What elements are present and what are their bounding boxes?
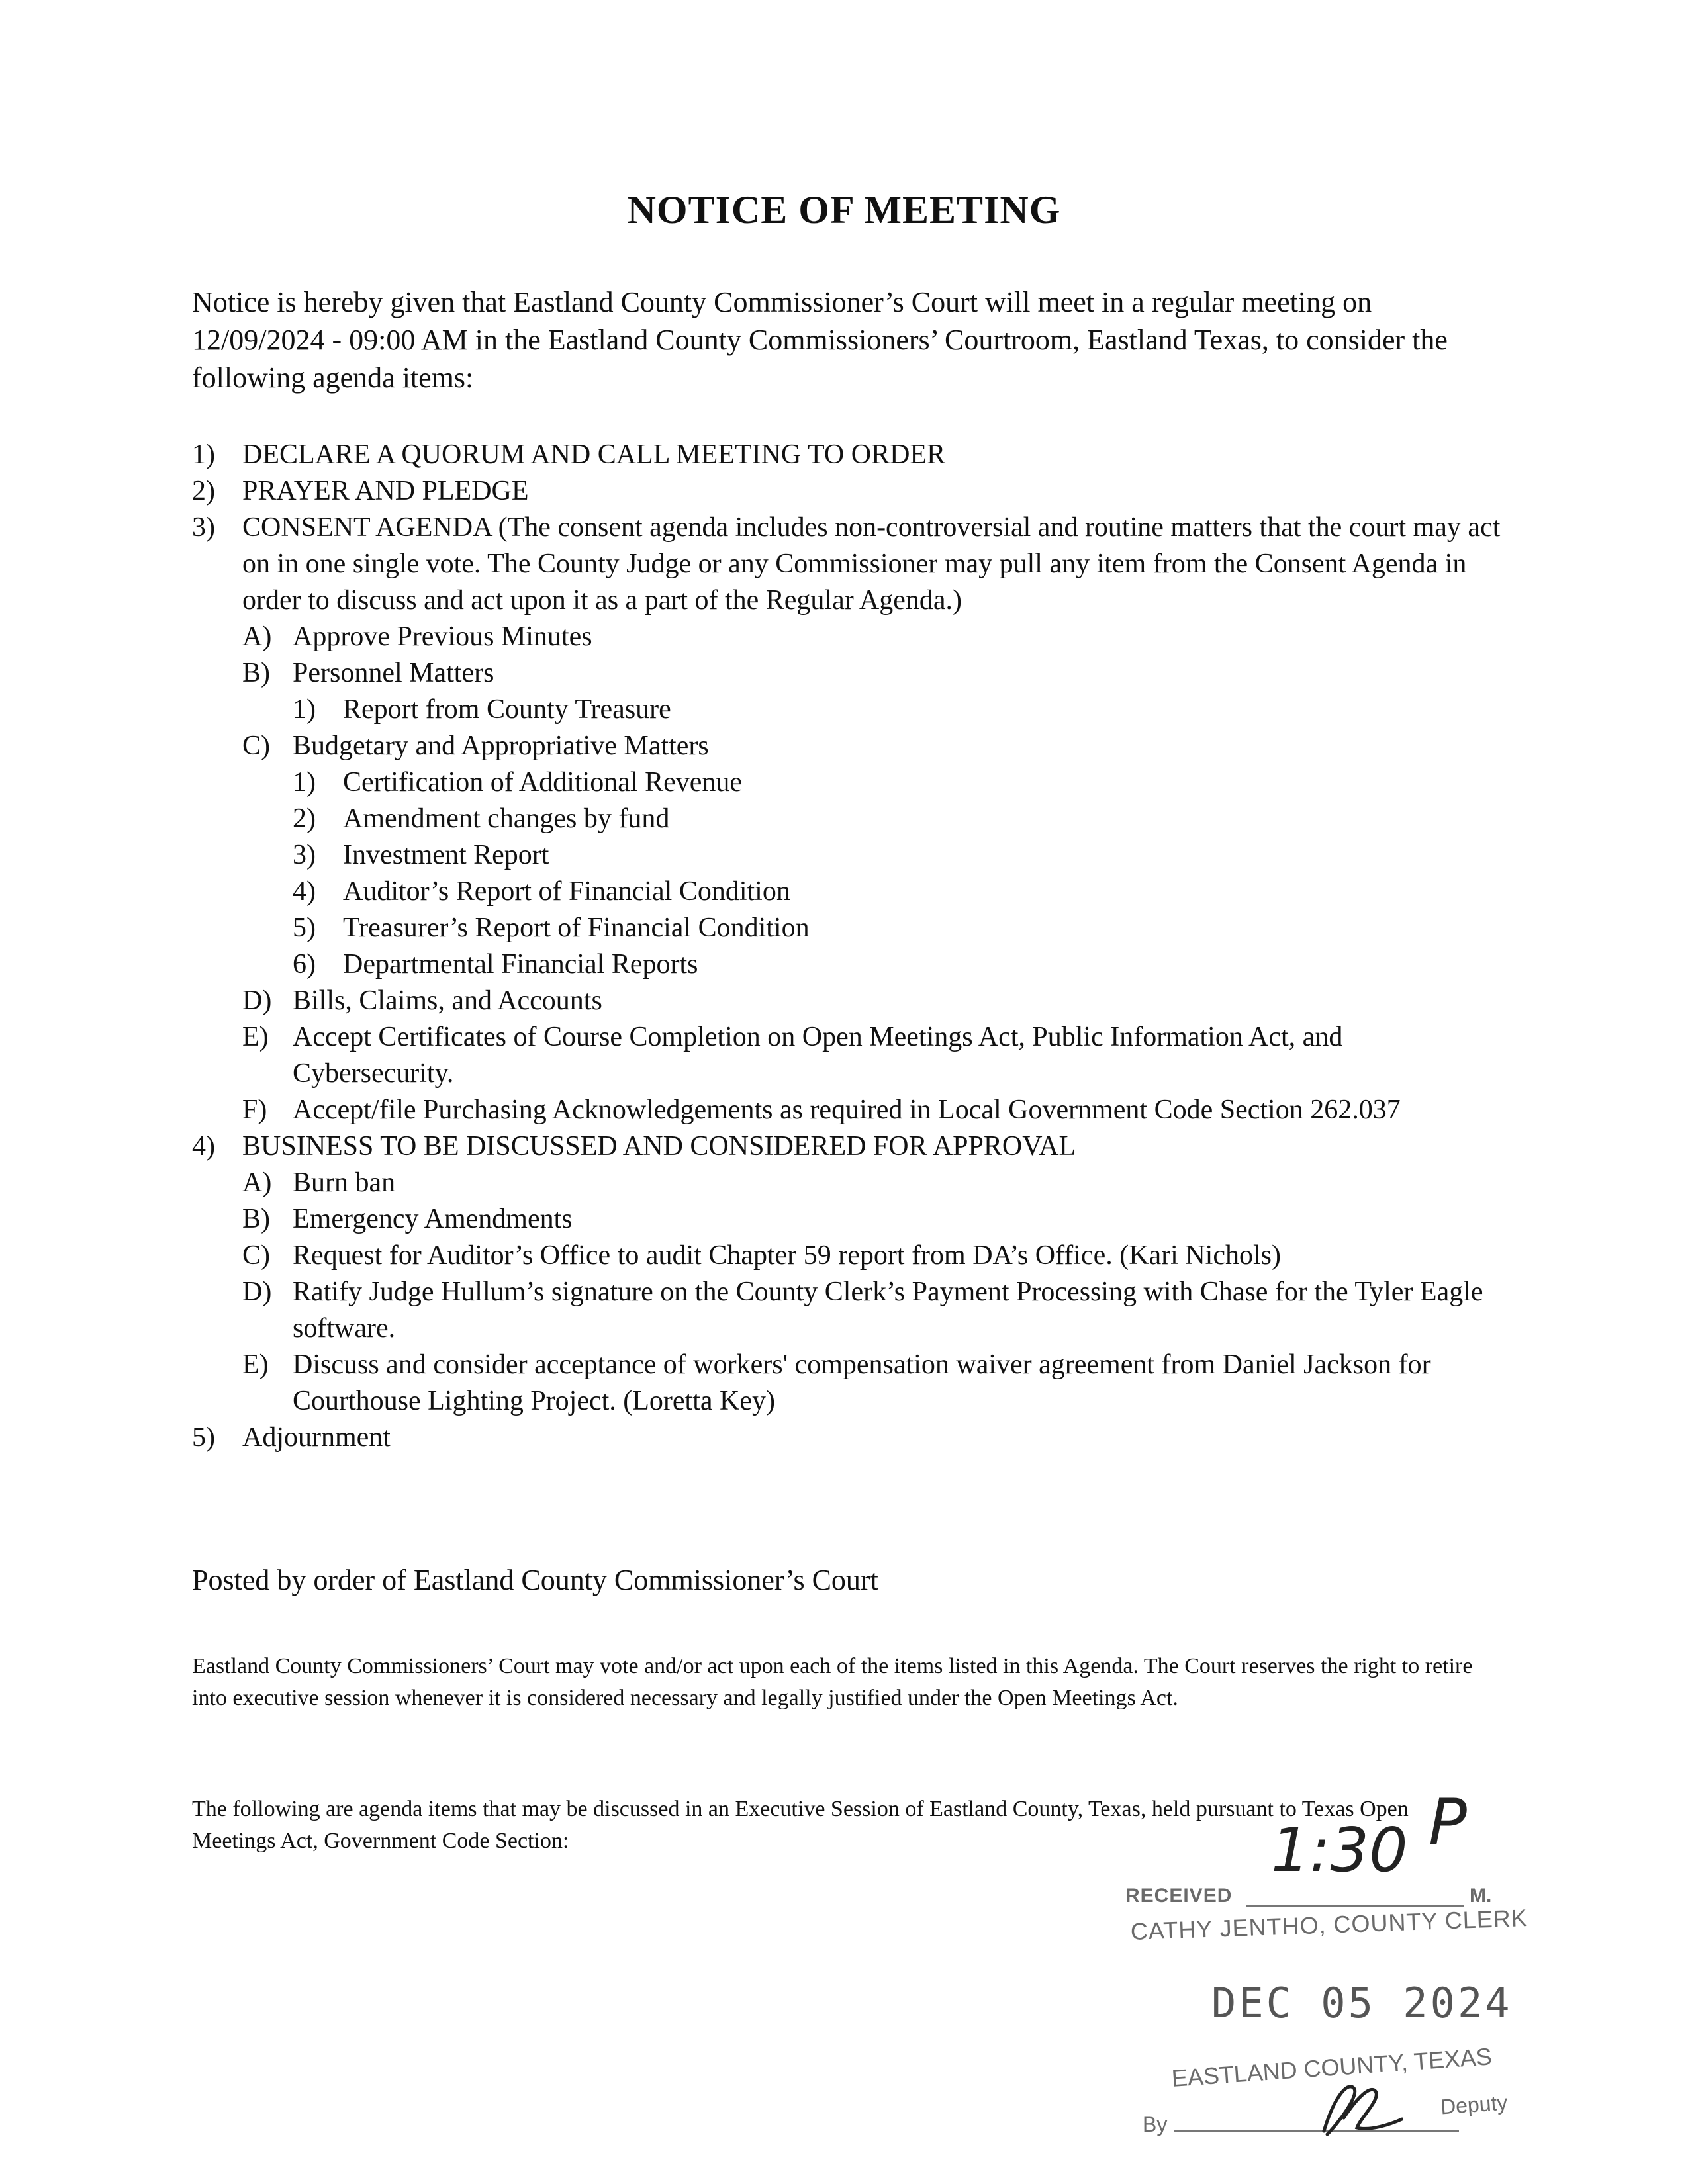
agenda-item-text: Certification of Additional Revenue [343, 767, 743, 797]
agenda-item [242, 1347, 1503, 1420]
agenda-item-number: B) [242, 658, 270, 688]
agenda-item [242, 1274, 1503, 1347]
stamp-ampm-handwritten: P [1429, 1786, 1467, 1860]
agenda-item-number: C) [242, 731, 270, 761]
agenda-item [192, 437, 1503, 473]
agenda-item-text: Amendment changes by fund [343, 803, 670, 834]
executive-session-notice: The following are agenda items that may be discussed in an Executive Session of Eastland County, Texas, held pursuant to Texas Open Meetings Act, Government Code Section: [192, 1797, 1409, 1853]
agenda-item-number: 2) [293, 803, 316, 834]
agenda-item-text: CONSENT AGENDA (The consent agenda includes non-controversial and routine matters that the court may act on in one single vote. The County Judge or any Commissioner may pull any item from the Consent Agenda in order to discuss and act upon it as a part of the Regular Agenda.) [242, 512, 1501, 615]
agenda-item-text: PRAYER AND PLEDGE [242, 476, 529, 506]
stamp-deputy-label: Deputy [1439, 2090, 1509, 2119]
agenda-item [293, 910, 1503, 946]
agenda-item-number: A) [242, 621, 272, 652]
agenda-item [242, 1092, 1503, 1128]
agenda-item [192, 1420, 1503, 1456]
agenda-item [242, 983, 1503, 1019]
agenda-item-number: 5) [192, 1422, 215, 1453]
agenda-item-text: Treasurer’s Report of Financial Condition [343, 913, 810, 943]
agenda-item-number: D) [242, 985, 272, 1016]
agenda-item [293, 801, 1503, 837]
agenda-item-number: F) [242, 1095, 267, 1125]
agenda-item-text: Personnel Matters [293, 658, 494, 688]
deputy-signature [1297, 2071, 1403, 2144]
agenda-item-text: Discuss and consider acceptance of workers' compensation waiver agreement from Daniel Jackson for Courthouse Lighting Project. (Loretta Key) [293, 1349, 1431, 1416]
agenda-item-text: Adjournment [242, 1422, 391, 1453]
received-stamp [1125, 1786, 1549, 2136]
agenda-item-number: A) [242, 1167, 272, 1198]
agenda-item [242, 655, 1503, 692]
stamp-date: DEC 05 2024 [1211, 1979, 1513, 2027]
stamp-received-label: RECEIVED [1125, 1885, 1233, 1907]
agenda-item [293, 692, 1503, 728]
vote-notice: Eastland County Commissioners’ Court may vote and/or act upon each of the items listed in this Agenda. The Court reserves the right to retire into executive session whenever it is considered necessary and legally justified under the Open Meetings Act. [192, 1654, 1473, 1710]
agenda-item-text: Burn ban [293, 1167, 396, 1198]
agenda-item-number: D) [242, 1277, 272, 1307]
agenda-item-text: Ratify Judge Hullum’s signature on the County Clerk’s Payment Processing with Chase for the Tyler Eagle software. [293, 1277, 1483, 1343]
agenda-item-number: 1) [293, 767, 316, 797]
meeting-intro: Notice is hereby given that Eastland County Commissioner’s Court will meet in a regular meeting on 12/09/2024 - 09:00 AM in the Eastland County Commissioners’ Courtroom, Eastland Texas, to consider the following agenda items: [192, 286, 1448, 394]
agenda-item [242, 1238, 1503, 1274]
agenda-item-text: Investment Report [343, 840, 549, 870]
agenda-item-number: 5) [293, 913, 316, 943]
agenda-item-number: 1) [293, 694, 316, 725]
agenda-item-text: BUSINESS TO BE DISCUSSED AND CONSIDERED FOR APPROVAL [242, 1131, 1076, 1161]
stamp-clerk-name: CATHY JENTHO, COUNTY CLERK [1130, 1904, 1528, 1945]
agenda-item [293, 764, 1503, 801]
stamp-time-line [1246, 1905, 1464, 1907]
agenda-item-number: E) [242, 1349, 269, 1380]
agenda-item [293, 946, 1503, 983]
agenda-item-number: 4) [192, 1131, 215, 1161]
agenda-list [192, 437, 1503, 1456]
agenda-item [242, 619, 1503, 655]
agenda-item-text: Emergency Amendments [293, 1204, 573, 1234]
stamp-county: EASTLAND COUNTY, TEXAS [1170, 2042, 1493, 2092]
agenda-item-text: Auditor’s Report of Financial Condition [343, 876, 790, 907]
agenda-item-number: 3) [293, 840, 316, 870]
stamp-by-label: By [1143, 2113, 1168, 2136]
agenda-item-text: Approve Previous Minutes [293, 621, 592, 652]
agenda-item [293, 874, 1503, 910]
agenda-item-text: Bills, Claims, and Accounts [293, 985, 602, 1016]
agenda-item-number: 2) [192, 476, 215, 506]
agenda-item [242, 728, 1503, 764]
agenda-item [192, 1128, 1503, 1165]
page-title: NOTICE OF MEETING [627, 188, 1061, 232]
agenda-item-text: Accept/file Purchasing Acknowledgements as required in Local Government Code Section 262.037 [293, 1095, 1401, 1125]
agenda-item-text: Request for Auditor’s Office to audit Chapter 59 report from DA’s Office. (Kari Nichols) [293, 1240, 1281, 1271]
stamp-time-handwritten: 1:30 [1271, 1815, 1408, 1886]
stamp-ampm-suffix: M. [1470, 1885, 1492, 1907]
agenda-item [242, 1165, 1503, 1201]
agenda-item-text: Budgetary and Appropriative Matters [293, 731, 709, 761]
agenda-item-number: 4) [293, 876, 316, 907]
agenda-item [242, 1019, 1503, 1092]
agenda-item-number: 3) [192, 512, 215, 543]
agenda-item-number: C) [242, 1240, 270, 1271]
agenda-item-text: DECLARE A QUORUM AND CALL MEETING TO ORDER [242, 439, 946, 470]
agenda-item-number: 6) [293, 949, 316, 979]
agenda-item-text: Departmental Financial Reports [343, 949, 698, 979]
agenda-item-number: E) [242, 1022, 269, 1052]
agenda-item [192, 473, 1503, 510]
posted-by: Posted by order of Eastland County Commissioner’s Court [192, 1564, 878, 1596]
agenda-item [242, 1201, 1503, 1238]
agenda-item-number: 1) [192, 439, 215, 470]
agenda-item-text: Report from County Treasure [343, 694, 671, 725]
agenda-item-number: B) [242, 1204, 270, 1234]
agenda-item [293, 837, 1503, 874]
agenda-item [192, 510, 1503, 619]
agenda-item-text: Accept Certificates of Course Completion on Open Meetings Act, Public Information Act, and Cybersecurity. [293, 1022, 1343, 1089]
